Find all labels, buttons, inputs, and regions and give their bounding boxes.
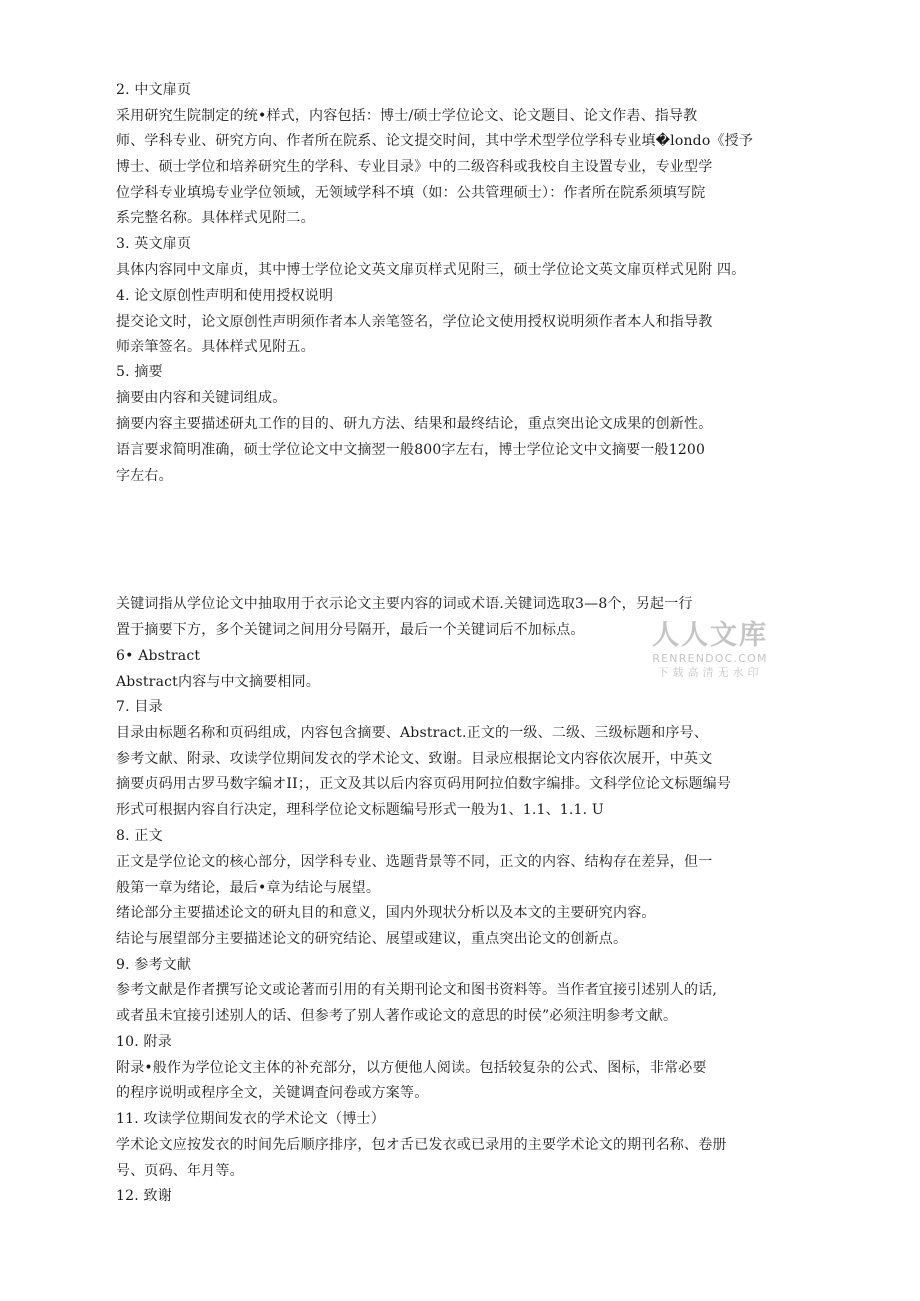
paragraph-line: 师亲筆签名。具体样式见附五。 <box>116 339 315 355</box>
paragraph-line: 置于摘要下方，多个关键词之间用分号隔开，最后一个关键词后不加标点。 <box>116 622 585 638</box>
paragraph-line: 关键词指从学位论文中抽取用于衣示论文主要内容的词或术语.关键词选取3—8个，另起一行 <box>116 596 693 612</box>
section-heading-8: 8. 正文 <box>116 828 163 844</box>
paragraph-line: 绪论部分主要描述论文的研丸目的和意义，国内外现状分析以及本文的主要研究内容。 <box>116 905 656 921</box>
paragraph-line: 师、学科专业、研究方向、作者所在院系、论文提交时间，其中学术型学位学科专业填�londo《授予 <box>116 133 754 149</box>
paragraph-line: 参考文献是作者撰写论文或论著而引用的有关期刊论文和图书资料等。当作者宜接引述别人的话, <box>116 982 718 998</box>
section-heading-2: 2. 中文扉页 <box>116 82 192 98</box>
paragraph-line: 提交论文时，论文原创性声明须作者本人亲笔签名，学位论文使用授权说明须作者本人和指导教 <box>116 314 713 330</box>
section-heading-12: 12. 致谢 <box>116 1188 172 1204</box>
paragraph-line: 位学科专业填塢专业学位领域，无领域学科不填（如：公共管理硕士）：作者所在院系须填写院 <box>116 185 706 201</box>
paragraph-line: 字左右。 <box>116 468 173 484</box>
paragraph-line: 系完整名称。具体样式见附二。 <box>116 210 315 226</box>
paragraph-line: 摘要内容主要描述研丸工作的目的、研九方法、结果和最终结论，重点突出论文成果的创新性。 <box>116 416 713 432</box>
watermark-tagline: 下载高清无水印 <box>657 666 763 679</box>
paragraph-line: 号、页码、年月等。 <box>116 1163 244 1179</box>
section-heading-10: 10. 附录 <box>116 1034 172 1050</box>
paragraph-line: 般第一章为绪论，最后•章为结论与展望。 <box>116 880 381 896</box>
paragraph-line: Abstract内容与中文摘要相同。 <box>116 674 320 690</box>
paragraph-line: 学术论文应按发衣的时间先后顺序排序，包オ舌已发衣或已录用的主要学术论文的期刊名称、卷册 <box>116 1137 727 1153</box>
watermark <box>645 620 775 680</box>
section-heading-3: 3. 英文扉页 <box>116 236 192 252</box>
paragraph-line: 目录由标题名称和页码组成，内容包含摘要、Abstract.正文的一级、二级、三级标题和序号、 <box>116 725 709 741</box>
section-heading-4: 4. 论文原创性声明和使用授权说明 <box>116 288 334 304</box>
section-heading-6: 6• Abstract <box>116 648 201 664</box>
paragraph-line: 的程序说明或程序全文，关键调査问卷或方案等。 <box>116 1085 429 1101</box>
section-heading-5: 5. 摘要 <box>116 364 163 380</box>
section-heading-11: 11. 攻读学位期间发衣的学术论文（博士） <box>116 1111 385 1127</box>
paragraph-line: 摘要贞码用古罗马数字编オII；，正文及其以后内容页码用阿拉伯数字编排。文科学位论文标题编号 <box>116 776 732 792</box>
paragraph-line: 采用研究生院制定的统•样式，内容包括：博士/硕士学位论文、论文题目、论文作砉、指导教 <box>116 108 698 124</box>
watermark-brand: 人人文库 <box>652 620 768 651</box>
paragraph-line: 参考文献、附录、攻读学位期间发衣的学术论文、致谢。目录应根据论文内容依次展开，中英文 <box>116 751 713 767</box>
paragraph-line: 语言要求简明准确，硕士学位论文中文摘翌一般800字左右，博士学位论文中文摘要一般1200 <box>116 442 706 458</box>
paragraph-line: 摘要由内容和关键词组成。 <box>116 390 287 406</box>
section-heading-9: 9. 参考文献 <box>116 957 192 973</box>
paragraph-line: 正文是学位论文的核心部分，因学科专业、选题背景等不同，正文的内容、结构存在差异，但一 <box>116 854 713 870</box>
paragraph-line: 结论与展望部分主要描述论文的研究结论、展望或建议，重点突出论文的创新点。 <box>116 931 628 947</box>
paragraph-line: 具体内容同中文扉贞，其中博士学位论文英文扉页样式见附三，硕士学位论文英文扉页样式见附 四。 <box>116 262 746 278</box>
paragraph-line: 博士、硕士学位和培养研究生的学科、专业目录》中的二级咨科或我校自主设置专业，专业型学 <box>116 159 713 175</box>
section-heading-7: 7. 目录 <box>116 699 163 715</box>
watermark-url: RENRENDOC.COM <box>652 652 768 665</box>
paragraph-line: 形式可根据内容自行决定，理科学位论文标题编号形式一般为1、1.1、1.1. U <box>116 802 604 818</box>
paragraph-line: 附录•般作为学位论文主体的补充部分，以方便他人阅读。包括较复杂的公式、图标，非常必要 <box>116 1060 707 1076</box>
paragraph-line: 或者虽未宜接引述别人的话、但参考了别人著作或论文的意思的时侯”必须注明参考文献。 <box>116 1008 678 1024</box>
